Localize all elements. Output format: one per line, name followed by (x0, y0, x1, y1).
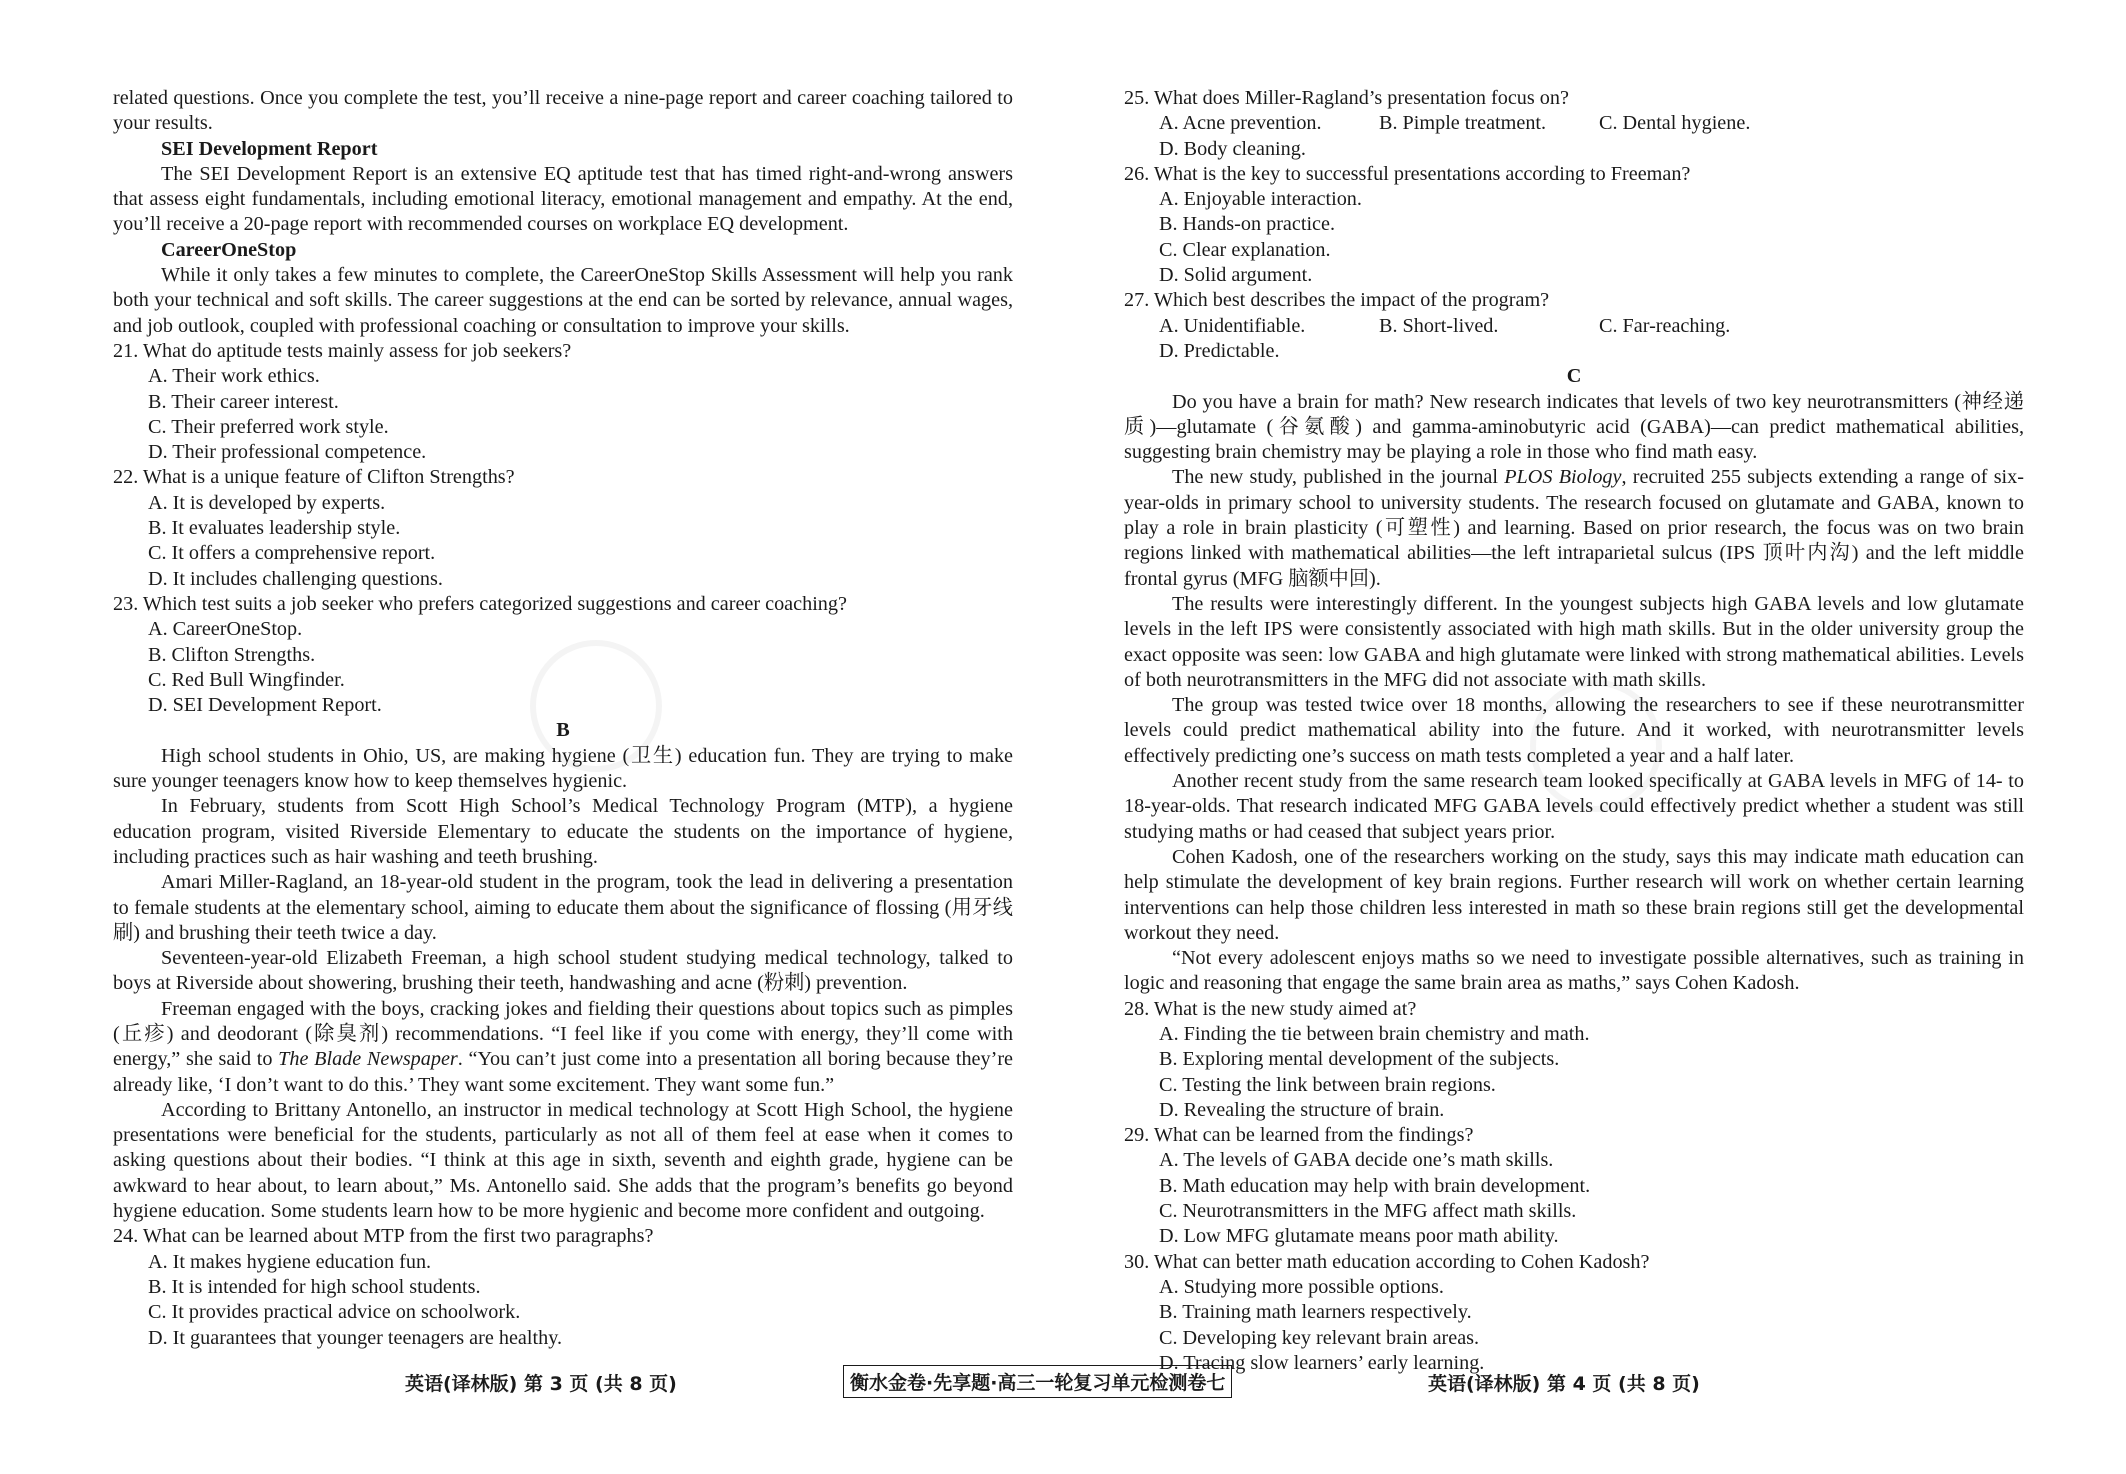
paragraph: Cohen Kadosh, one of the researchers working on the study, says this may indicate math education can help stimulate the development of key brain regions. Further research will work on whether certain learning interventions can help those children less interested in math so these brain regions still get the developmental workout they need. (1124, 845, 2024, 944)
paragraph: Do you have a brain for math? New research indicates that levels of two key neurotransmitters (神经递质)—glutamate (谷氨酸) and gamma-aminobutyric acid (GABA)—can predict mathematical abilities, suggesting brain chemistry may be playing a role in those who find math easy. (1124, 390, 2024, 464)
paragraph: The results were interestingly different. In the youngest subjects high GABA levels and low glutamate levels in the left IPS were consistently associated with high math skills. But in the older university group the exact opposite was seen: low GABA and high glutamate were linked with strong mathematical abilities. Levels of both neurotransmitters in the MFG did not associate with math skills. (1124, 592, 2024, 691)
section-label-b: B (556, 719, 570, 742)
option: C. Red Bull Wingfinder. (148, 668, 345, 691)
option: C. Neurotransmitters in the MFG affect math skills. (1159, 1200, 1577, 1223)
option: D. Tracing slow learners’ early learning. (1159, 1351, 1485, 1374)
options-23 (113, 617, 1013, 718)
option: C. Clear explanation. (1159, 238, 1331, 261)
question-27: 27. Which best describes the impact of the program? (1124, 289, 1550, 312)
option: C. Their preferred work style. (148, 415, 389, 438)
question-25: 25. What does Miller-Ragland’s presentation focus on? (1124, 87, 1569, 109)
right-column (1124, 86, 2024, 1376)
question-23: 23. Which test suits a job seeker who prefers categorized suggestions and career coaching? (113, 592, 847, 615)
paragraph: While it only takes a few minutes to complete, the CareerOneStop Skills Assessment will help you rank both your technical and soft skills. The career suggestions at the end can be sorted by relevance, annual wages, and job outlook, coupled with professional coaching or consultation to improve your skills. (113, 264, 1013, 337)
option: C. Testing the link between brain regions. (1159, 1073, 1496, 1096)
option: B. Clifton Strengths. (148, 643, 316, 666)
option: C. Far-reaching. (1599, 314, 1731, 337)
options-26 (1124, 187, 2024, 288)
section-label-c: C (1566, 365, 1582, 388)
option: B. Pimple treatment. (1379, 112, 1547, 135)
paragraph: In February, students from Scott High School’s Medical Technology Program (MTP), a hygiene education program, visited Riverside Elementary to educate the students on the importance of hygiene, including practices such as hair washing and teeth brushing. (113, 795, 1013, 868)
option: D. SEI Development Report. (148, 694, 382, 717)
section-heading: CareerOneStop (161, 238, 297, 261)
question-29: 29. What can be learned from the findings? (1124, 1124, 1474, 1147)
option: C. Dental hygiene. (1599, 112, 1751, 135)
option: A. Acne prevention. (1159, 112, 1322, 135)
options-30 (1124, 1275, 2024, 1376)
paragraph: Another recent study from the same research team looked specifically at GABA levels in MFG of 14- to 18-year-olds. That research indicated MFG GABA levels could effectively predict whether a student was still studying maths or had ceased that subject years prior. (1124, 770, 2024, 843)
option: A. Their work ethics. (148, 365, 320, 388)
footer-page-3: 英语(译林版) 第 3 页 (共 8 页) (405, 1373, 677, 1395)
options-27 (1124, 314, 2024, 365)
paragraph: “Not every adolescent enjoys maths so we need to investigate possible alternatives, such as training in logic and reasoning that engage the same brain area as maths,” says Cohen Kadosh. (1124, 947, 2024, 995)
footer-page-4: 英语(译林版) 第 4 页 (共 8 页) (1428, 1373, 1700, 1395)
options-22 (113, 491, 1013, 592)
paragraph: Seventeen-year-old Elizabeth Freeman, a high school student studying medical technology, talked to boys at Riverside about showering, brushing their teeth, handwashing and acne (粉刺) prevention. (113, 947, 1013, 995)
journal-title: PLOS Biology (1504, 466, 1622, 489)
option: C. It provides practical advice on schoolwork. (148, 1301, 521, 1324)
question-21: 21. What do aptitude tests mainly assess for job seekers? (113, 339, 572, 362)
question-22: 22. What is a unique feature of Clifton Strengths? (113, 466, 515, 489)
option: B. Short-lived. (1379, 314, 1499, 337)
text-run: , recruited 255 subjects extending a range of six-year-olds in primary school to university students. The research focused on glutamate and GABA, known to play a role in brain plasticity (可塑性) and learning. Based on prior research, the focus was on two brain regions linked with mathematical abilities—the left intraparietal sulcus (IPS 顶叶内沟) and the left middle frontal gyrus (MFG 脑额中回). (1124, 466, 2024, 590)
option: C. Developing key relevant brain areas. (1159, 1326, 1480, 1349)
option: B. Training math learners respectively. (1159, 1301, 1472, 1324)
option: A. Finding the tie between brain chemistry and math. (1159, 1022, 1590, 1045)
text-run: Freeman engaged with the boys, cracking jokes and fielding their questions about topics such as pimples (丘疹) and deodorant (除臭剂) recommendations. “I feel like if you come with energy, they’ll come with energy,” she said to (113, 997, 1013, 1071)
option: A. CareerOneStop. (148, 618, 303, 641)
paragraph: The SEI Development Report is an extensive EQ aptitude test that has timed right-and-wrong answers that assess eight fundamentals, including emotional literacy, emotional management and empathy. At the end, you’ll receive a 20-page report with recommended courses on workplace EQ development. (113, 162, 1013, 236)
options-28 (1124, 1022, 2024, 1123)
options-25 (1124, 111, 2024, 162)
footer-exam-title: 衡水金卷·先享题·高三一轮复习单元检测卷七 (843, 1365, 1232, 1398)
question-30: 30. What can better math education according to Cohen Kadosh? (1124, 1250, 1650, 1273)
paragraph (1124, 465, 2024, 591)
option: A. Unidentifiable. (1159, 314, 1306, 337)
left-column (113, 86, 1013, 1351)
option: A. The levels of GABA decide one’s math skills. (1159, 1149, 1554, 1172)
option: B. It evaluates leadership style. (148, 517, 401, 540)
text-run: . “You can’t just come into a presentation all boring because they’re already like, ‘I don’t want to do this.’ They want some excitement. They want some fun.” (113, 1048, 1013, 1096)
option: B. It is intended for high school students. (148, 1275, 481, 1298)
option: B. Their career interest. (148, 390, 339, 413)
option: A. It is developed by experts. (148, 491, 386, 514)
options-29 (1124, 1148, 2024, 1249)
question-26: 26. What is the key to successful presentations according to Freeman? (1124, 162, 1691, 185)
option: D. Revealing the structure of brain. (1159, 1098, 1445, 1121)
paragraph: According to Brittany Antonello, an instructor in medical technology at Scott High School, the hygiene presentations were beneficial for the students, particularly as not all of them feel at ease when it comes to asking questions about their bodies. “I think at this age in sixth, seventh and eighth grade, hygiene can be awkward to hear about, to learn about,” Ms. Antonello said. She adds that the program’s benefits go beyond hygiene education. Some students learn how to be more hygienic and become more confident and outgoing. (113, 1098, 1013, 1223)
option: D. Their professional competence. (148, 441, 427, 464)
newspaper-title: The Blade Newspaper (278, 1048, 458, 1071)
paragraph: related questions. Once you complete the test, you’ll receive a nine-page report and career coaching tailored to your results. (113, 87, 1013, 135)
paragraph: Amari Miller-Ragland, an 18-year-old student in the program, took the lead in delivering a presentation to female students at the elementary school, aiming to educate them about the significance of flossing (用牙线刷) and brushing their teeth twice a day. (113, 871, 1013, 944)
option: B. Exploring mental development of the subjects. (1159, 1048, 1560, 1071)
options-21 (113, 364, 1013, 465)
paragraph: The group was tested twice over 18 months, allowing the researchers to see if these neurotransmitter levels could predict mathematical ability into the future. And it worked, with neurotransmitter levels effectively predicting one’s success on math tests completed a year and a half later. (1124, 694, 2024, 767)
option: C. It offers a comprehensive report. (148, 542, 436, 565)
options-24 (113, 1250, 1013, 1351)
option: A. Enjoyable interaction. (1159, 188, 1362, 211)
option: D. Predictable. (1159, 339, 1280, 362)
option: D. Solid argument. (1159, 264, 1313, 287)
option: D. It includes challenging questions. (148, 567, 443, 590)
option: A. It makes hygiene education fun. (148, 1250, 432, 1273)
option: D. Low MFG glutamate means poor math ability. (1159, 1225, 1559, 1248)
option: D. It guarantees that younger teenagers are healthy. (148, 1326, 563, 1349)
question-24: 24. What can be learned about MTP from the first two paragraphs? (113, 1225, 654, 1248)
option: A. Studying more possible options. (1159, 1275, 1444, 1298)
paragraph: High school students in Ohio, US, are making hygiene (卫生) education fun. They are trying to make sure younger teenagers know how to keep themselves hygienic. (113, 744, 1013, 793)
question-28: 28. What is the new study aimed at? (1124, 997, 1417, 1020)
option: D. Body cleaning. (1159, 137, 1306, 160)
option: B. Math education may help with brain development. (1159, 1174, 1591, 1197)
paragraph (113, 997, 1013, 1098)
section-heading: SEI Development Report (161, 137, 378, 160)
option: B. Hands-on practice. (1159, 213, 1336, 236)
text-run: The new study, published in the journal (1172, 466, 1505, 489)
